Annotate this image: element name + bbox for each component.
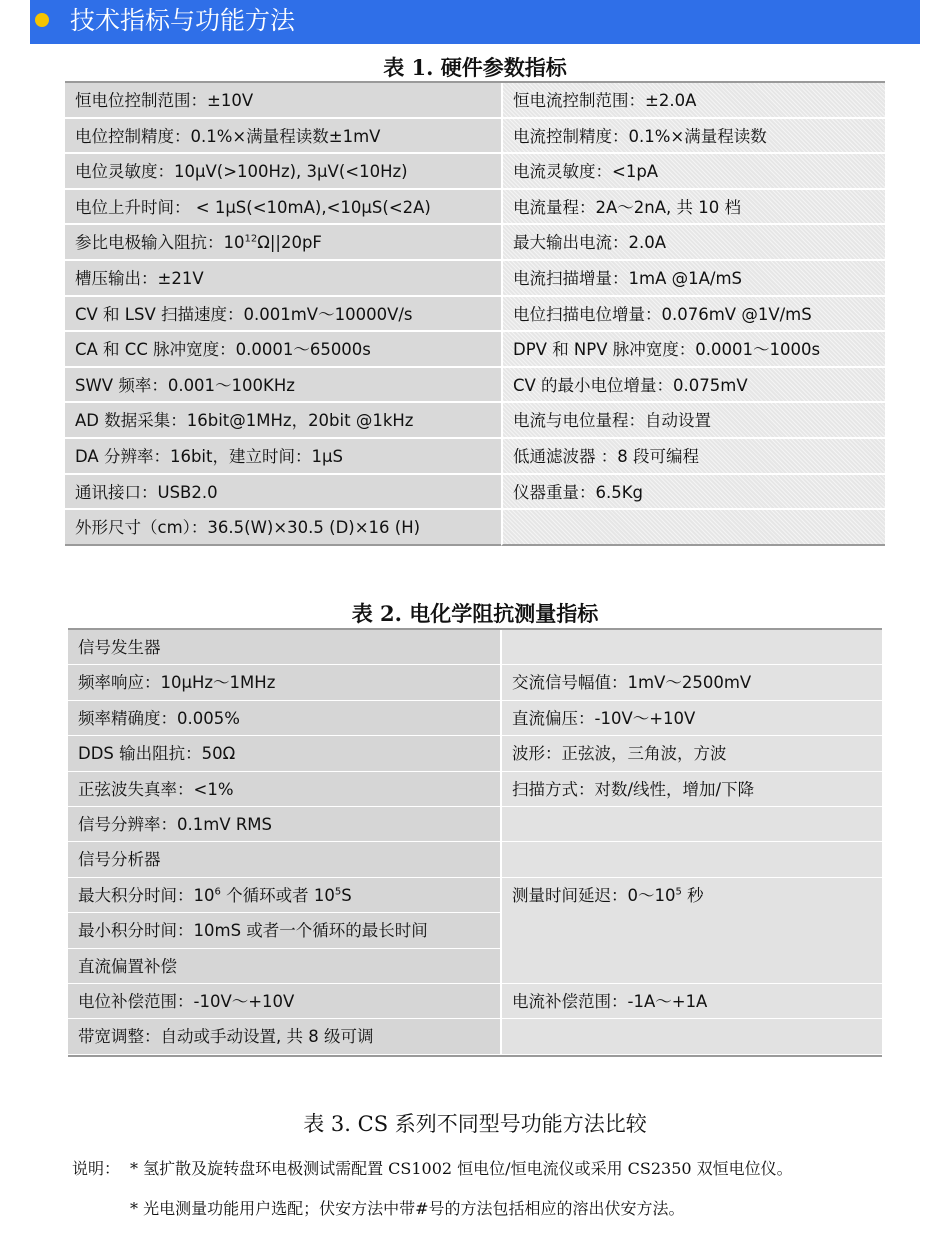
table-row (65, 403, 885, 439)
impedance-label: 参比电极输入阻抗：10 (75, 233, 245, 253)
table-row (68, 772, 882, 807)
table-cell: DPV 和 NPV 脉冲宽度：0.0001～1000s (501, 332, 885, 368)
table-cell: CA 和 CC 脉冲宽度：0.0001～65000s (65, 332, 501, 368)
integration-exponent-1: 6 (214, 886, 221, 898)
integration-unit: S (341, 885, 352, 905)
table-cell: CV 和 LSV 扫描速度：0.001mV～10000V/s (65, 297, 501, 333)
table-row (68, 630, 882, 665)
table-section-heading: 信号发生器 (68, 630, 500, 665)
table-cell: 频率响应：10μHz～1MHz (68, 665, 500, 700)
table-cell: 直流偏压：-10V～+10V (500, 701, 882, 736)
table-cell (500, 807, 882, 842)
table-cell: 电流扫描增量：1mA @1A/mS (501, 261, 885, 297)
table1-caption: 表 1. 硬件参数指标 (383, 55, 567, 80)
delay-exponent: 5 (675, 886, 682, 898)
table-row (65, 261, 885, 297)
table-cell: 电流补偿范围：-1A～+1A (500, 984, 882, 1019)
table-row (68, 665, 882, 700)
table-cell: 电位灵敏度：10μV(>100Hz), 3μV(<10Hz) (65, 154, 501, 190)
table-cell: CV 的最小电位增量：0.075mV (501, 368, 885, 404)
table-cell: 电流量程：2A～2nA, 共 10 档 (501, 190, 885, 226)
table3-caption: 表 3. CS 系列不同型号功能方法比较 (303, 1112, 647, 1136)
table-cell: 外形尺寸（cm）：36.5(W)×30.5 (D)×16 (H) (65, 510, 501, 546)
table-cell: 电位扫描电位增量：0.076mV @1V/mS (501, 297, 885, 333)
table-cell: 信号分辨率：0.1mV RMS (68, 807, 500, 842)
table-cell: 波形：正弦波，三角波，方波 (500, 736, 882, 771)
table-row (68, 842, 882, 877)
table-cell: 最大输出电流：2.0A (501, 225, 885, 261)
table-cell: 交流信号幅值：1mV～2500mV (500, 665, 882, 700)
table-section-heading: 直流偏置补偿 (68, 949, 500, 984)
table-cell: 带宽调整：自动或手动设置, 共 8 级可调 (68, 1019, 500, 1054)
table-cell (500, 1019, 882, 1054)
table-cell: 电位上升时间： < 1μS(<10mA),<10μS(<2A) (65, 190, 501, 226)
table-row (68, 878, 882, 913)
table-cell: DA 分辨率：16bit，建立时间：1μS (65, 439, 501, 475)
table-row (65, 297, 885, 333)
table-row (65, 332, 885, 368)
table-cell (68, 878, 500, 913)
table-cell: 电流灵敏度：<1pA (501, 154, 885, 190)
table-row (68, 984, 882, 1019)
table-cell: 仪器重量：6.5Kg (501, 475, 885, 511)
note-label: 说明： (72, 1159, 121, 1178)
integration-mid: 个循环或者 10 (220, 885, 335, 905)
delay-unit: 秒 (681, 885, 704, 905)
table-row (65, 510, 885, 546)
table-row (65, 119, 885, 155)
table-cell: 最小积分时间：10mS 或者一个循环的最长时间 (68, 913, 500, 948)
table-row (65, 83, 885, 119)
table-cell (501, 510, 885, 546)
table-row (65, 368, 885, 404)
table-cell: 电位控制精度：0.1%×满量程读数±1mV (65, 119, 501, 155)
table-cell: 扫描方式：对数/线性，增加/下降 (500, 772, 882, 807)
hardware-spec-table (65, 81, 885, 546)
impedance-spec-table (68, 628, 882, 1057)
table-row (68, 913, 882, 948)
table-cell: 恒电流控制范围：±2.0A (501, 83, 885, 119)
table-cell (500, 630, 882, 665)
section-title: 技术指标与功能方法 (70, 6, 296, 35)
table-cell: SWV 频率：0.001～100KHz (65, 368, 501, 404)
delay-label: 测量时间延迟：0～10 (512, 885, 676, 905)
table-cell: 通讯接口：USB2.0 (65, 475, 501, 511)
table-section-heading: 信号分析器 (68, 842, 500, 877)
table-cell (500, 949, 882, 984)
bullet-dot-icon (35, 13, 49, 27)
table-row (68, 1019, 882, 1054)
table-cell: 低通滤波器 ：8 段可编程 (501, 439, 885, 475)
table-row (65, 475, 885, 511)
table-row (68, 949, 882, 984)
table-row (65, 225, 885, 261)
table-cell: DDS 输出阻抗：50Ω (68, 736, 500, 771)
table-row (68, 807, 882, 842)
table-cell (500, 842, 882, 877)
table-cell: 正弦波失真率：<1% (68, 772, 500, 807)
table-cell: 频率精确度：0.005% (68, 701, 500, 736)
table-row (65, 190, 885, 226)
table2-caption: 表 2. 电化学阻抗测量指标 (351, 601, 599, 626)
note-line-2: * 光电测量功能用户选配；伏安方法中带#号的方法包括相应的溶出伏安方法。 (130, 1199, 685, 1218)
table-cell: AD 数据采集：16bit@1MHz，20bit @1kHz (65, 403, 501, 439)
note-line-1: * 氢扩散及旋转盘环电极测试需配置 CS1002 恒电位/恒电流仪或采用 CS2350 双恒电位仪。 (130, 1159, 793, 1178)
table-row (65, 439, 885, 475)
impedance-exponent: 12 (244, 233, 258, 245)
table-cell: 电流与电位量程：自动设置 (501, 403, 885, 439)
integration-exponent-2: 5 (334, 886, 342, 898)
table-row (65, 154, 885, 190)
table-cell (65, 225, 501, 261)
table-cell: 电位补偿范围：-10V～+10V (68, 984, 500, 1019)
table-cell: 槽压输出：±21V (65, 261, 501, 297)
table-row (68, 701, 882, 736)
table-row (68, 736, 882, 771)
impedance-unit: Ω||20pF (257, 233, 322, 253)
table-cell: 恒电位控制范围：±10V (65, 83, 501, 119)
integration-label: 最大积分时间：10 (78, 885, 215, 905)
table-cell: 电流控制精度：0.1%×满量程读数 (501, 119, 885, 155)
